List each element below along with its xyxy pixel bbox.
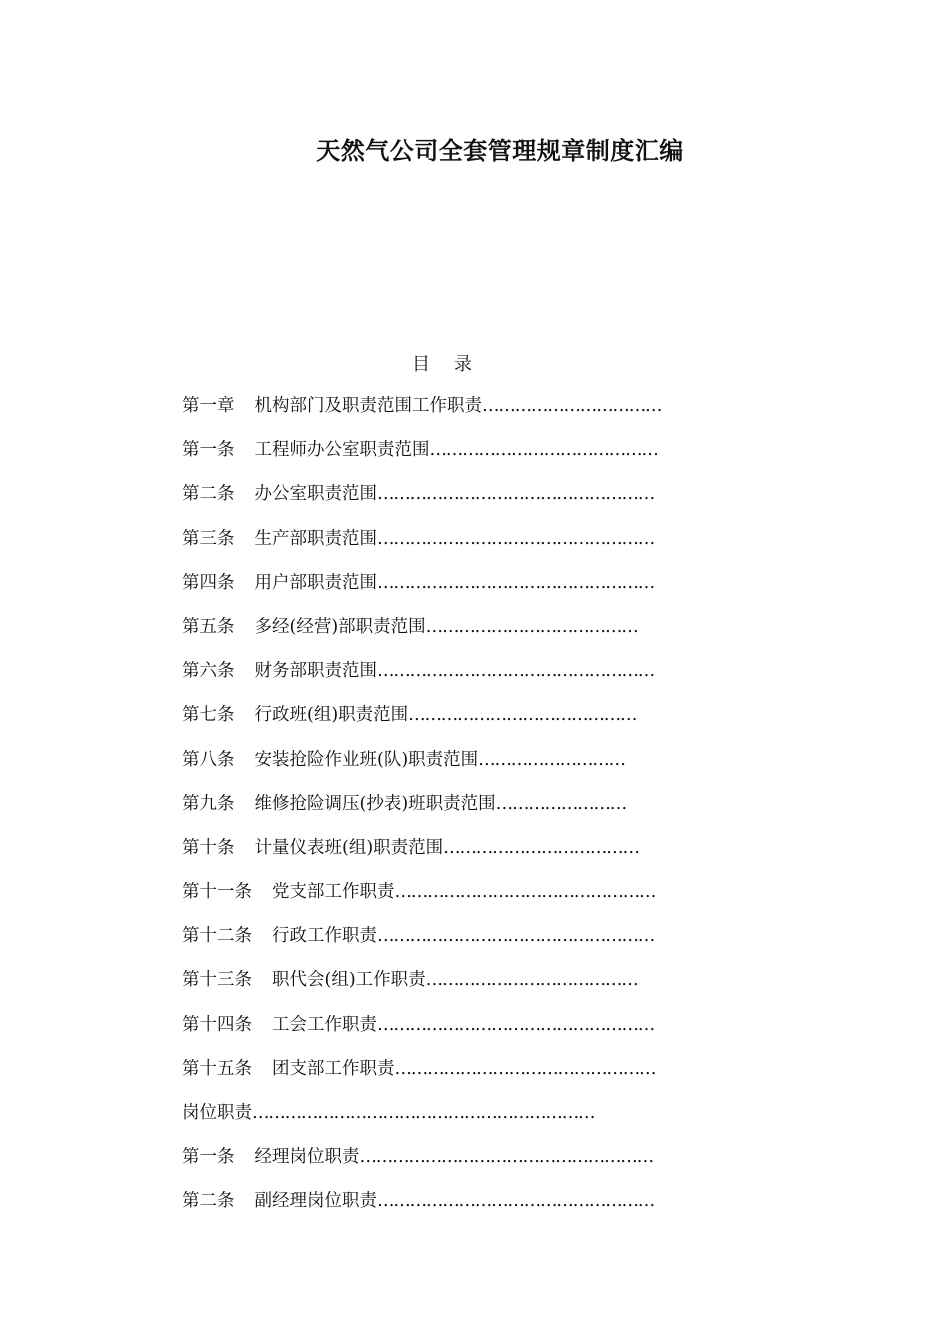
toc-entry[interactable] (182, 1188, 661, 1232)
toc-entry[interactable] (182, 923, 661, 967)
toc-entry-number: 第九条 (182, 793, 235, 814)
toc-entry[interactable] (182, 702, 661, 746)
toc-entry[interactable] (182, 1012, 661, 1056)
toc-entry[interactable] (182, 614, 661, 658)
toc-entry-title: 办公室职责范围 (254, 484, 377, 505)
toc-entry-number: 第一条 (182, 440, 235, 461)
toc-entry-number: 第六条 (182, 661, 235, 682)
toc-entry-leader: …………………………… (482, 396, 662, 416)
toc-entry[interactable] (182, 1144, 661, 1188)
toc-entry-number: 第四条 (182, 572, 235, 593)
toc-entry-leader: ………………………………… (425, 616, 638, 637)
toc-entry[interactable] (182, 747, 661, 791)
toc-entry-title: 财务部职责范围 (254, 661, 377, 682)
toc-entry[interactable] (182, 570, 661, 614)
document-title: 天然气公司全套管理规章制度汇编 (316, 136, 684, 165)
toc-entry-leader: ………………………………… (425, 970, 638, 991)
toc-entry-leader: ………………………………………… (394, 882, 656, 903)
toc-entry-leader: …………………………………………… (377, 926, 655, 947)
toc-entry-number: 第十四条 (182, 1014, 252, 1035)
toc-entry[interactable] (182, 658, 661, 702)
toc-entry-number: 第二条 (182, 1191, 235, 1212)
toc-entry[interactable] (182, 879, 661, 923)
toc-entry-number: 第十五条 (182, 1058, 252, 1079)
toc-entry-title: 工会工作职责 (272, 1014, 377, 1035)
toc-entry-leader: ……………………………………………… (359, 1147, 653, 1168)
toc-entry-title: 多经(经营)部职责范围 (254, 616, 426, 637)
toc-entry-leader: ……………………………………………………… (252, 1103, 595, 1123)
toc-entry-number: 第五条 (182, 616, 235, 637)
toc-heading (0, 350, 884, 376)
table-of-contents (182, 393, 661, 1233)
toc-entry-number: 第三条 (182, 528, 235, 549)
toc-entry-leader: ……………………………… (443, 837, 639, 858)
toc-entry-number: 第十三条 (182, 970, 252, 991)
toc-entry-leader: ………………………………………… (394, 1058, 656, 1079)
toc-entry-title: 维修抢险调压(抄表)班职责范围 (254, 793, 496, 814)
toc-entry-leader: …………………………………… (429, 440, 658, 461)
toc-entry-title: 团支部工作职责 (272, 1058, 395, 1079)
toc-entry-title: 生产部职责范围 (254, 528, 377, 549)
toc-entry-title: 行政工作职责 (272, 926, 377, 947)
toc-entry-number: 第十条 (182, 837, 235, 858)
toc-entry-title: 职代会(组)工作职责 (272, 970, 426, 991)
toc-entry[interactable] (182, 835, 661, 879)
toc-heading-char-2: 录 (454, 354, 472, 375)
toc-entry-leader: …………………………………………… (377, 1014, 655, 1035)
toc-entry-number: 第八条 (182, 749, 235, 770)
toc-entry-title: 经理岗位职责 (254, 1147, 360, 1168)
toc-entry[interactable] (182, 1056, 661, 1100)
toc-entry-title: 副经理岗位职责 (254, 1191, 377, 1212)
toc-entry-leader: ……………………… (478, 749, 625, 770)
toc-entry-leader: …………………………………………… (377, 572, 655, 593)
toc-entry-leader: …………………………………………… (377, 484, 655, 505)
toc-heading-char-1: 目 (412, 354, 430, 375)
toc-entry-number: 第二条 (182, 484, 235, 505)
toc-entry[interactable] (182, 481, 661, 525)
toc-entry-number: 第十一条 (182, 882, 252, 903)
toc-entry[interactable] (182, 437, 661, 481)
toc-entry[interactable] (182, 526, 661, 570)
toc-entry-number: 第一条 (182, 1147, 235, 1168)
toc-entry[interactable] (182, 791, 661, 835)
toc-entry-title: 工程师办公室职责范围 (254, 440, 430, 461)
toc-entry-leader: …………………… (495, 793, 627, 814)
toc-entry-title: 用户部职责范围 (254, 572, 377, 593)
toc-entry[interactable] (182, 967, 661, 1011)
toc-entry-title: 党支部工作职责 (272, 882, 395, 903)
toc-entry-number: 第十二条 (182, 926, 252, 947)
toc-entry-leader: …………………………………… (408, 705, 637, 726)
toc-entry-title: 机构部门及职责范围工作职责 (254, 396, 482, 416)
toc-entry-title: 安装抢险作业班(队)职责范围 (254, 749, 479, 770)
toc-entry[interactable] (182, 1100, 661, 1144)
toc-entry-leader: …………………………………………… (377, 661, 655, 682)
toc-entry-number: 第七条 (182, 705, 235, 726)
toc-entry-title: 计量仪表班(组)职责范围 (254, 837, 444, 858)
toc-entry-leader: …………………………………………… (377, 1191, 655, 1212)
toc-entry[interactable] (182, 393, 661, 437)
toc-entry-leader: …………………………………………… (377, 528, 655, 549)
toc-entry-number: 第一章 (182, 396, 235, 416)
toc-entry-title: 岗位职责 (182, 1103, 252, 1123)
toc-entry-title: 行政班(组)职责范围 (254, 705, 409, 726)
